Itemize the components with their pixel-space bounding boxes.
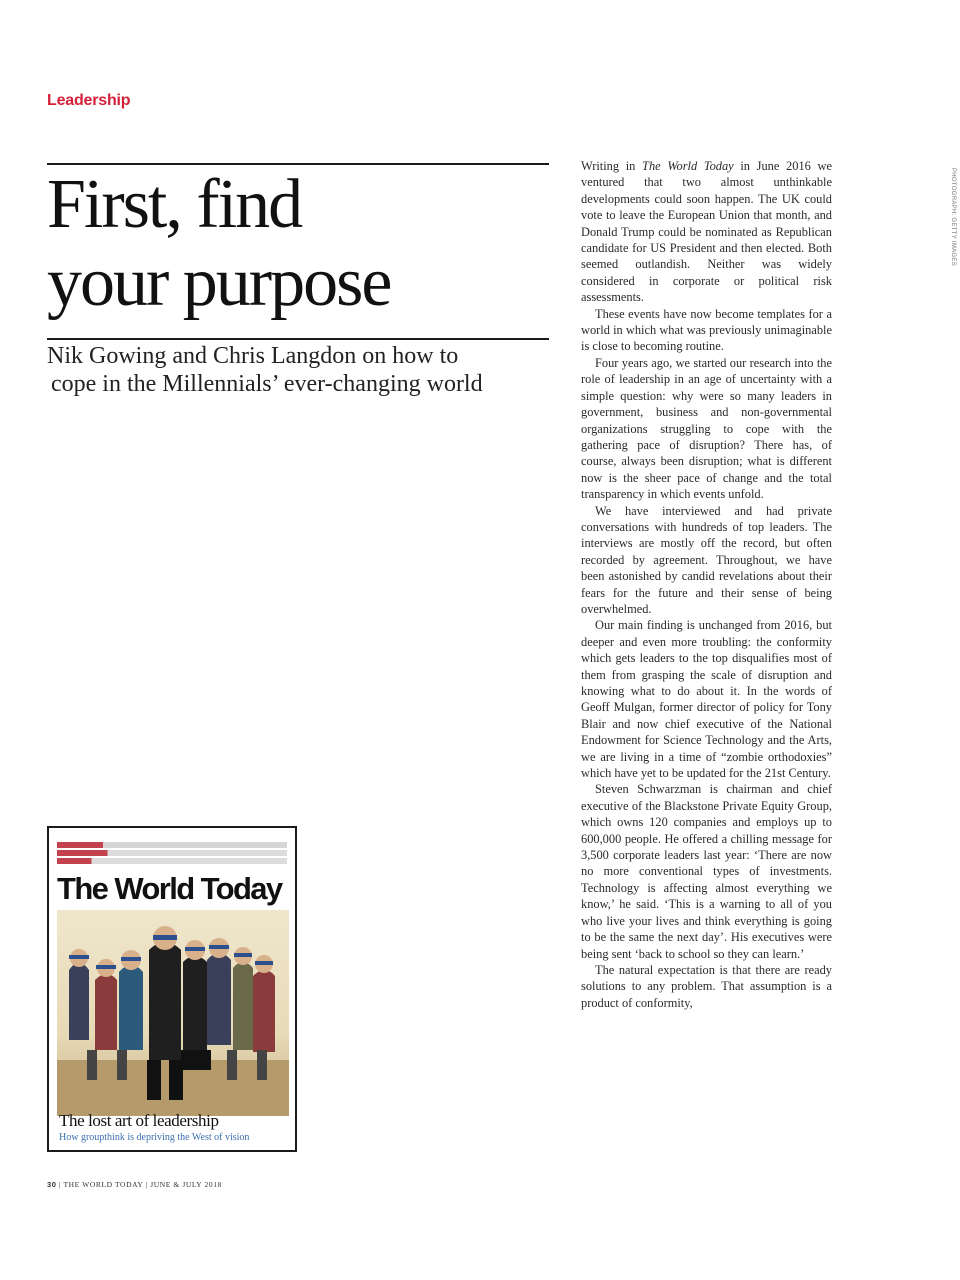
section-label: Leadership [47, 92, 131, 109]
paragraph-1-text: Writing in [581, 159, 643, 173]
page-number: 30 [47, 1180, 57, 1189]
paragraph-6: Steven Schwarzman is chairman and chief executive of the Blackstone Private Equity Group, which owns 120 companies and employs up to 600,000 people. He offered a chilling message for 3,500 corporate leaders last year: ‘There are now no more conventional types of investments. Technology is affecting almost everything we know,’ he said. ‘This is a warning to all of you who live your lives and think everything is going to be the same the next day’. His executives were being sent ‘back to school so they can learn.’ [581, 782, 832, 961]
standfirst-line-2: cope in the Millennials’ ever-changing world [51, 371, 483, 397]
publication-title: The World Today [642, 159, 734, 173]
headline-bottom-rule [47, 338, 549, 340]
headline-line-2: your purpose [47, 244, 391, 321]
paragraph-7: The natural expectation is that there are ready solutions to any problem. That assumption is a product of conformity, [581, 962, 832, 1010]
article-headline [47, 166, 549, 322]
paragraph-1 [581, 158, 832, 306]
standfirst-line-1: Nik Gowing and Chris Langdon on how to [47, 343, 459, 369]
cover-headline: The lost art of leadership [59, 1111, 219, 1130]
magazine-cover-image [47, 826, 297, 1152]
cover-strap-lines [57, 842, 287, 866]
standfirst [47, 342, 549, 398]
cover-subline: How groupthink is depriving the West of vision [59, 1132, 250, 1143]
page-footer [47, 1180, 222, 1189]
headline-line-1: First, find [47, 166, 302, 243]
paragraph-4: We have interviewed and had private conversations with hundreds of top leaders. The interviews are mostly off the record, but often recorded by agreement. Throughout, we have been astonished by candid revelations about their fears for the future and their sense of being overwhelmed. [581, 503, 832, 616]
cover-masthead: The World Today [57, 871, 282, 906]
photo-credit: PHOTOGRAPH: GETTY IMAGES [950, 168, 956, 266]
blindfolded-crowd-illustration [57, 910, 289, 1116]
article-body [581, 158, 832, 1011]
paragraph-2: These events have now become templates for a world in which what was previously unimaginable is close to becoming routine. [581, 306, 832, 354]
paragraph-1-text-cont: in June 2016 we ventured that two almost unthinkable developments could soon happen. The UK could vote to leave the European Union that month, and Donald Trump could be nominated as Republican candidate for US President and then elected. Both seemed outlandish. Neither was widely considered in corporate or political risk assessments. [581, 159, 832, 305]
headline-top-rule [47, 163, 549, 165]
paragraph-5: Our main finding is unchanged from 2016, but deeper and even more troubling: the conformity which gets leaders to the top disqualifies most of them from grasping the scale of disruption and knowing what to do about it. In the words of Geoff Mulgan, former director of policy for Tony Blair and now chief executive of the National Endowment for Science Technology and the Arts, we are living in a time of “zombie orthodoxies” which have yet to be updated for the 21st Century. [581, 618, 832, 781]
paragraph-3: Four years ago, we started our research into the role of leadership in an age of uncertainty with a simple question: why were so many leaders in government, business and non-governmental organizations struggling to cope with the gathering pace of disruption? There has, of course, always been disruption; what is different now is the sheer pace of change and the total transparency in which events unfold. [581, 355, 832, 502]
cover-illustration [57, 910, 289, 1116]
footer-text: | THE WORLD TODAY | JUNE & JULY 2018 [56, 1180, 222, 1189]
